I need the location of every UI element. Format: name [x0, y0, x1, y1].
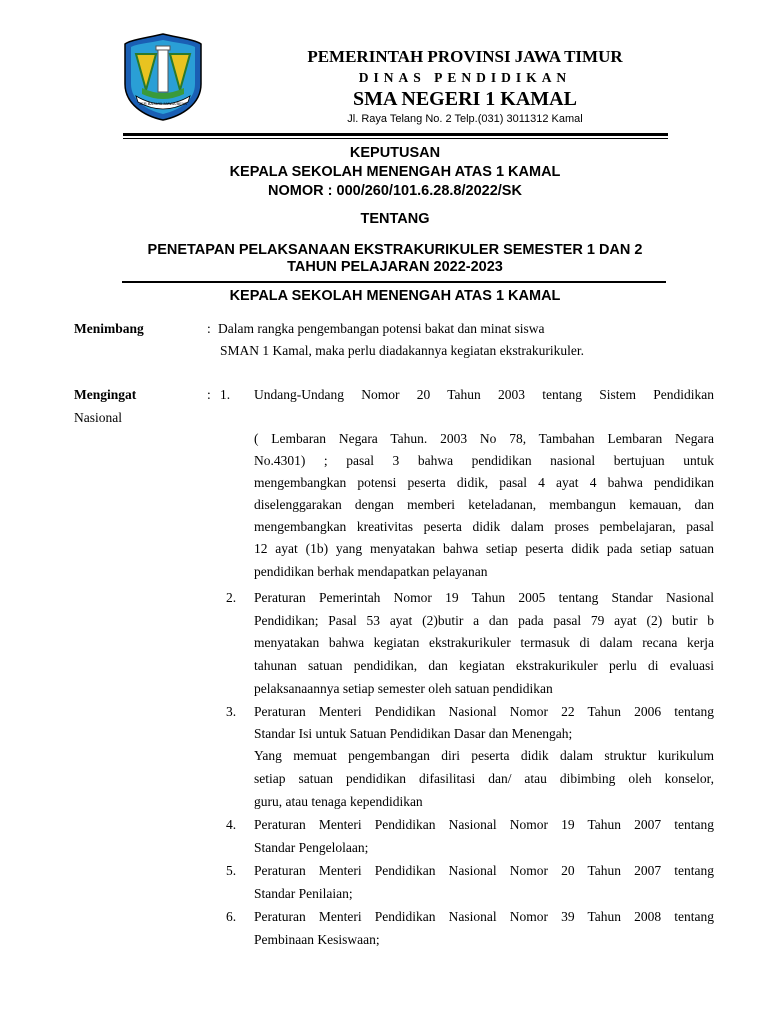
decree-issuer: KEPALA SEKOLAH MENENGAH ATAS 1 KAMAL [229, 164, 561, 180]
decree-subject-line-2: TAHUN PELAJARAN 2022-2023 [287, 259, 503, 275]
subject-rule [122, 281, 666, 283]
mengingat-item-1-line-4: mengembangkan potensi peserta didik, pasal 4 ayat 4 bahwa pendidikan [254, 475, 714, 490]
mengingat-item-2-line-3: menyatakan bahwa kegiatan ekstrakurikuler termasuk di dalam recana kerja [254, 635, 714, 650]
mengingat-item-number: 1. [220, 387, 231, 402]
mengingat-item-6-line-2: Pembinaan Kesiswaan; [254, 932, 380, 947]
mengingat-item-5-line-1: Peraturan Menteri Pendidikan Nasional Nomor 20 Tahun 2007 tentang [254, 863, 714, 878]
menimbang-line-2: SMAN 1 Kamal, maka perlu diadakannya kegiatan ekstrakurikuler. [220, 343, 585, 358]
mengingat-item-number: 2. [226, 590, 237, 605]
menimbang-colon: : [207, 321, 211, 336]
mengingat-item-1-line-7: 12 ayat (1b) yang menyatakan bahwa setiap peserta didik pada setiap satuan [254, 541, 714, 556]
mengingat-item-5-line-2: Standar Penilaian; [254, 886, 353, 901]
letterhead-department: DINAS PENDIDIKAN [358, 70, 572, 85]
mengingat-item-2-line-1: Peraturan Pemerintah Nomor 19 Tahun 2005 tentang Standar Nasional [254, 590, 714, 605]
mengingat-item-1-line-5: diselenggarakan dengan memberi keteladanan, membangun kemauan, dan [254, 497, 714, 512]
east-java-emblem-logo [122, 32, 204, 122]
mengingat-item-number: 3. [226, 704, 237, 719]
mengingat-item-3-line-1: Peraturan Menteri Pendidikan Nasional Nomor 22 Tahun 2006 tentang [254, 704, 714, 719]
mengingat-item-3-line-5: guru, atau tenaga kependidikan [254, 794, 423, 809]
letterhead-school-name: SMA NEGERI 1 KAMAL [353, 88, 577, 110]
letterhead-address: Jl. Raya Telang No. 2 Telp.(031) 3011312 Kamal [347, 113, 583, 125]
letterhead-rule-thin [123, 138, 668, 139]
decree-title: KEPUTUSAN [349, 145, 441, 161]
decree-about-label: TENTANG [360, 211, 430, 227]
mengingat-item-1-line-8: pendidikan berhak mendapatkan pelayanan [254, 564, 488, 579]
mengingat-item-number: 5. [226, 863, 237, 878]
mengingat-item-2-line-4: tahunan satuan pendidikan, dan kegiatan ekstrakurikuler perlu di evaluasi [254, 658, 714, 673]
svg-text:JER BASUKI MAWA BEYA: JER BASUKI MAWA BEYA [139, 101, 187, 106]
mengingat-item-4-line-2: Standar Pengelolaan; [254, 840, 369, 855]
mengingat-item-3-line-4: setiap satuan pendidikan difasilitasi dan/ atau dibimbing oleh konselor, [254, 771, 714, 786]
mengingat-item-3-line-3: Yang memuat pengembangan diri peserta didik dalam struktur kurikulum [254, 748, 714, 763]
decree-number: NOMOR : 000/260/101.6.28.8/2022/SK [268, 183, 522, 199]
mengingat-item-number: 4. [226, 817, 237, 832]
decree-subject-line-1: PENETAPAN PELAKSANAAN EKSTRAKURIKULER SEMESTER 1 DAN 2 [147, 242, 643, 258]
mengingat-item-1-line-1: Undang-Undang Nomor 20 Tahun 2003 tentang Sistem Pendidikan [254, 387, 714, 402]
mengingat-colon: : [207, 387, 211, 402]
mengingat-label: Mengingat [74, 387, 137, 402]
letterhead-rule-thick [123, 133, 668, 136]
letterhead-province: PEMERINTAH PROVINSI JAWA TIMUR [307, 47, 623, 66]
mengingat-item-number: 6. [226, 909, 237, 924]
mengingat-item-2-line-2: Pendidikan; Pasal 53 ayat (2)butir a dan pada pasal 79 ayat (2) butir b [254, 613, 714, 628]
mengingat-item-1-line-6: mengembangkan kreativitas peserta didik dalam proses pembelajaran, pasal [254, 519, 714, 534]
mengingat-item-6-line-1: Peraturan Menteri Pendidikan Nasional Nomor 39 Tahun 2008 tentang [254, 909, 714, 924]
mengingat-item-4-line-1: Peraturan Menteri Pendidikan Nasional Nomor 19 Tahun 2007 tentang [254, 817, 714, 832]
mengingat-item-1-line-2: ( Lembaran Negara Tahun. 2003 No 78, Tambahan Lembaran Negara [254, 431, 714, 446]
mengingat-item-1-line-3: No.4301) ; pasal 3 bahwa pendidikan nasional bertujuan untuk [254, 453, 714, 468]
mengingat-item-2-line-5: pelaksanaannya setiap semester oleh satuan pendidikan [254, 681, 553, 696]
mengingat-label-wrap: Nasional [74, 410, 122, 425]
mengingat-item-3-line-2: Standar Isi untuk Satuan Pendidikan Dasar dan Menengah; [254, 726, 573, 741]
signatory-heading: KEPALA SEKOLAH MENENGAH ATAS 1 KAMAL [229, 288, 561, 304]
menimbang-label: Menimbang [74, 321, 144, 336]
menimbang-line-1: Dalam rangka pengembangan potensi bakat dan minat siswa [218, 321, 545, 336]
